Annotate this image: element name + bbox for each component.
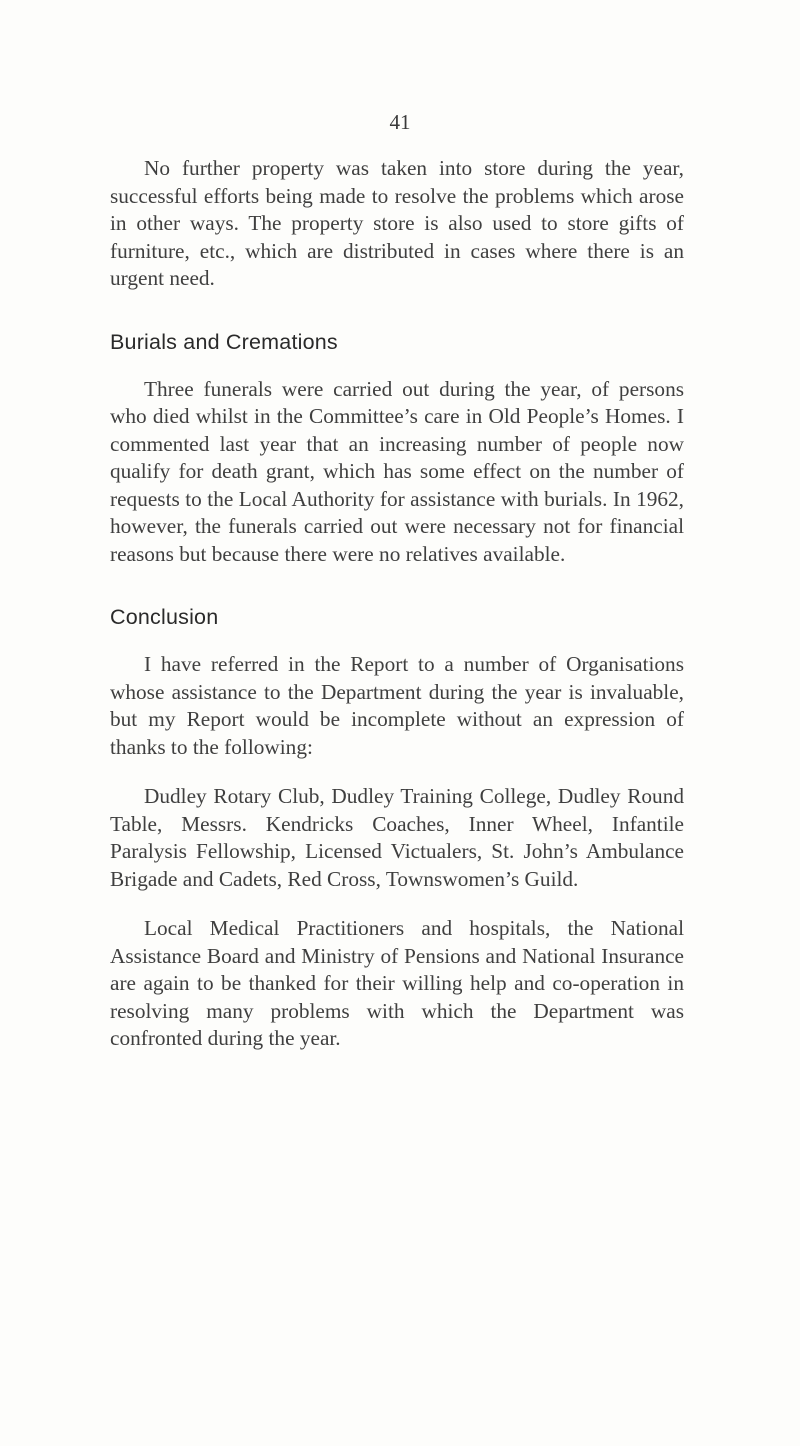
property-store-paragraph: No further property was taken into store during the year, successful efforts being made to resolve the problems which arose in other ways. The property store is also used to store gifts of furniture, etc., which are distributed in cases where there is an urgent need. <box>110 156 684 290</box>
burials-paragraph: Three funerals were carried out during the year, of persons who died whilst in the Committee’s care in Old People’s Homes. I commented last year that an increasing number of people now qualify for death grant, which has some effect on the number of requests to the Local Authority for assistance with burials. In 1962, however, the funerals carried out were necessary not for financial reasons but because there were no relatives available. <box>110 376 684 566</box>
organisations-list-paragraph: Dudley Rotary Club, Dudley Training College, Dudley Round Table, Messrs. Kendricks Coaches, Inner Wheel, Infantile Paralysis Fellowship, Licensed Victualers, St. John’s Ambulance Brigade and Cadets, Red Cross, Townswomen’s Guild. <box>110 784 684 891</box>
page-number: 41 <box>389 110 411 134</box>
burials-heading: Burials and Cremations <box>110 329 338 354</box>
page-body <box>110 155 684 1053</box>
conclusion-heading: Conclusion <box>110 605 219 629</box>
thanks-paragraph: Local Medical Practitioners and hospitals, the National Assistance Board and Ministry of Pensions and National Insurance are again to be thanked for their willing help and co-operation in resolving many problems with which the Department was confronted during the year. <box>110 916 684 1050</box>
conclusion-paragraph: I have referred in the Report to a number of Organisations whose assistance to the Department during the year is invaluable, but my Report would be incomplete without an expression of thanks to the following: <box>110 652 684 759</box>
